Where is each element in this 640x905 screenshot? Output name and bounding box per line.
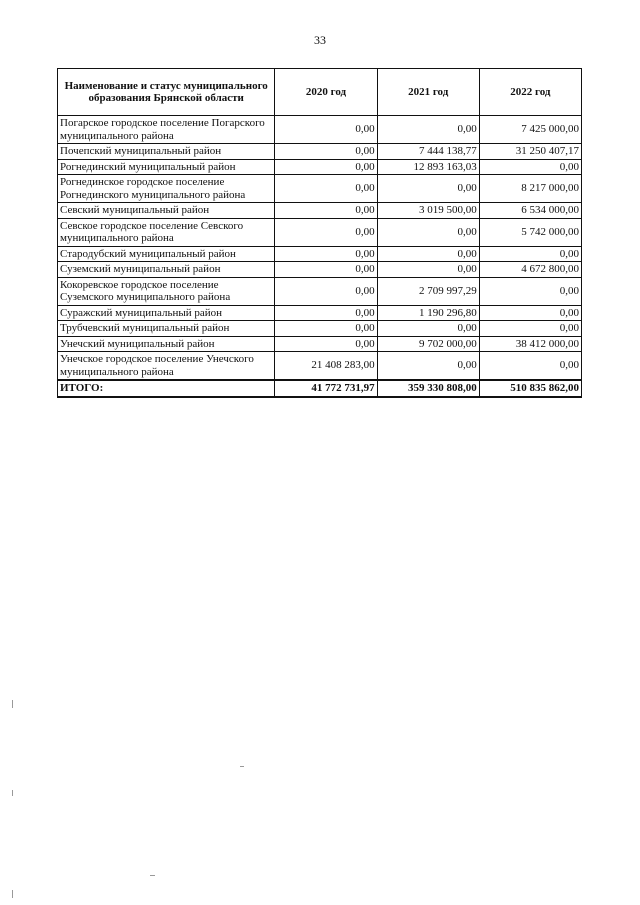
budget-table: [57, 68, 582, 398]
table-row: [58, 277, 582, 305]
table-row: [58, 352, 582, 381]
value-2021-cell: 1 190 296,80: [377, 305, 479, 321]
header-2020: 2020 год: [275, 69, 377, 116]
value-2022-cell: 0,00: [479, 159, 581, 175]
municipality-name-cell: Суземский муниципальный район: [58, 262, 275, 278]
value-2022-cell: 8 217 000,00: [479, 175, 581, 203]
total-2020: 41 772 731,97: [275, 380, 377, 397]
scan-mark: [12, 890, 13, 898]
total-2022: 510 835 862,00: [479, 380, 581, 397]
table-row: [58, 175, 582, 203]
value-2022-cell: 38 412 000,00: [479, 336, 581, 352]
table-header-row: [58, 69, 582, 116]
value-2020-cell: 0,00: [275, 203, 377, 219]
value-2021-cell: 3 019 500,00: [377, 203, 479, 219]
value-2022-cell: 31 250 407,17: [479, 144, 581, 160]
value-2022-cell: 0,00: [479, 277, 581, 305]
value-2020-cell: 0,00: [275, 262, 377, 278]
table-body: [58, 116, 582, 381]
value-2022-cell: 4 672 800,00: [479, 262, 581, 278]
value-2022-cell: 7 425 000,00: [479, 116, 581, 144]
municipality-name-cell: Суражский муниципальный район: [58, 305, 275, 321]
value-2022-cell: 0,00: [479, 352, 581, 381]
value-2021-cell: 0,00: [377, 246, 479, 262]
value-2021-cell: 12 893 163,03: [377, 159, 479, 175]
municipality-name-cell: Кокоревское городское поселение Суземского муниципального района: [58, 277, 275, 305]
municipality-name-cell: Почепский муниципальный район: [58, 144, 275, 160]
header-2021: 2021 год: [377, 69, 479, 116]
value-2021-cell: 0,00: [377, 116, 479, 144]
value-2021-cell: 0,00: [377, 175, 479, 203]
value-2021-cell: 2 709 997,29: [377, 277, 479, 305]
header-municipality: Наименование и статус муниципального образования Брянской области: [58, 69, 275, 116]
value-2020-cell: 0,00: [275, 116, 377, 144]
value-2020-cell: 0,00: [275, 336, 377, 352]
value-2020-cell: 0,00: [275, 175, 377, 203]
municipality-name-cell: Стародубский муниципальный район: [58, 246, 275, 262]
scan-mark: [12, 790, 13, 796]
municipality-name-cell: Унечское городское поселение Унечского муниципального района: [58, 352, 275, 381]
value-2021-cell: 0,00: [377, 352, 479, 381]
value-2022-cell: 0,00: [479, 321, 581, 337]
value-2020-cell: 21 408 283,00: [275, 352, 377, 381]
page-number: 33: [314, 33, 326, 47]
value-2020-cell: 0,00: [275, 159, 377, 175]
municipality-name-cell: Трубчевский муниципальный район: [58, 321, 275, 337]
table-row: [58, 144, 582, 160]
value-2020-cell: 0,00: [275, 321, 377, 337]
table-row: [58, 116, 582, 144]
header-2022: 2022 год: [479, 69, 581, 116]
value-2022-cell: 5 742 000,00: [479, 218, 581, 246]
value-2021-cell: 0,00: [377, 218, 479, 246]
table-row: [58, 262, 582, 278]
value-2022-cell: 0,00: [479, 305, 581, 321]
value-2021-cell: 7 444 138,77: [377, 144, 479, 160]
total-label: ИТОГО:: [58, 380, 275, 397]
value-2020-cell: 0,00: [275, 305, 377, 321]
table-row: [58, 336, 582, 352]
table-row: [58, 159, 582, 175]
value-2020-cell: 0,00: [275, 246, 377, 262]
value-2021-cell: 0,00: [377, 262, 479, 278]
scan-mark: [240, 766, 244, 767]
value-2022-cell: 6 534 000,00: [479, 203, 581, 219]
table-row: [58, 305, 582, 321]
municipality-name-cell: Погарское городское поселение Погарского муниципального района: [58, 116, 275, 144]
table-row: [58, 218, 582, 246]
table-row: [58, 203, 582, 219]
table-row: [58, 246, 582, 262]
municipality-name-cell: Севский муниципальный район: [58, 203, 275, 219]
value-2020-cell: 0,00: [275, 144, 377, 160]
value-2021-cell: 9 702 000,00: [377, 336, 479, 352]
value-2022-cell: 0,00: [479, 246, 581, 262]
value-2020-cell: 0,00: [275, 277, 377, 305]
municipality-name-cell: Рогнединский муниципальный район: [58, 159, 275, 175]
municipality-name-cell: Унечский муниципальный район: [58, 336, 275, 352]
municipality-name-cell: Рогнединское городское поселение Рогнединского муниципального района: [58, 175, 275, 203]
scan-mark: [12, 700, 13, 708]
value-2020-cell: 0,00: [275, 218, 377, 246]
scan-mark: [150, 875, 155, 876]
table-row: [58, 321, 582, 337]
municipality-name-cell: Севское городское поселение Севского муниципального района: [58, 218, 275, 246]
total-2021: 359 330 808,00: [377, 380, 479, 397]
value-2021-cell: 0,00: [377, 321, 479, 337]
total-row: [58, 380, 582, 397]
